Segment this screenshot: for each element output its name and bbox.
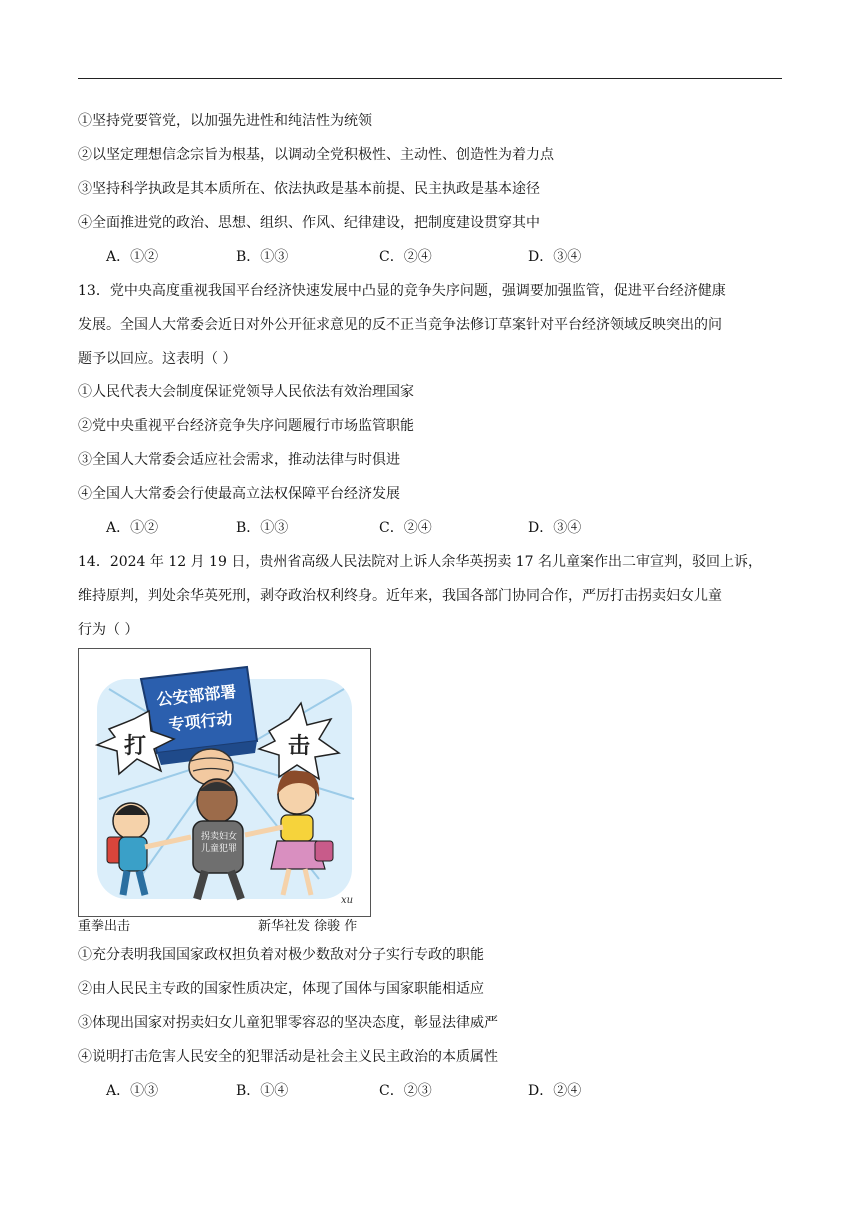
q13-item-2: ②党中央重视平台经济竞争失序问题履行市场监管职能 <box>78 418 414 434</box>
q14-stem-line-3: 行为（ ） <box>78 622 139 638</box>
q13-stem-line-3: 题予以回应。这表明（ ） <box>78 351 237 367</box>
q14-option-c[interactable]: C．②③ <box>379 1083 432 1099</box>
q13-stem-line-1: 13．党中央高度重视我国平台经济快速发展中凸显的竞争失序问题，强调要加强监管，促进平台经济健康 <box>78 283 726 299</box>
q12-option-b[interactable]: B．①③ <box>236 249 289 265</box>
shirt-text-1: 拐卖妇女 <box>200 832 238 842</box>
burst-right-text: 击 <box>287 734 311 759</box>
q12-item-1: ①坚持党要管党，以加强先进性和纯洁性为统领 <box>78 113 372 129</box>
q13-option-c[interactable]: C．②④ <box>379 520 432 536</box>
q13-item-3: ③全国人大常委会适应社会需求，推动法律与时俱进 <box>78 452 400 468</box>
q14-cartoon <box>78 648 371 917</box>
q12-item-2: ②以坚定理想信念宗旨为根基，以调动全党积极性、主动性、创造性为着力点 <box>78 147 554 163</box>
q13-options <box>106 518 746 538</box>
cartoon-caption-title: 重拳出击 <box>78 919 131 934</box>
q12-item-3: ③坚持科学执政是其本质所在、依法执政是基本前提、民主执政是基本途径 <box>78 181 540 197</box>
q12-option-c[interactable]: C．②④ <box>379 249 432 265</box>
banner-text-1: 公安部部署 <box>155 681 238 710</box>
cartoon-illustration <box>79 649 370 916</box>
q13-option-b[interactable]: B．①③ <box>236 520 289 536</box>
q13-item-4: ④全国人大常委会行使最高立法权保障平台经济发展 <box>78 486 400 502</box>
q14-option-a[interactable]: A．①③ <box>106 1083 159 1099</box>
q13-option-d[interactable]: D．③④ <box>528 520 582 536</box>
q12-item-4: ④全面推进党的政治、思想、组织、作风、纪律建设，把制度建设贯穿其中 <box>78 215 540 231</box>
q14-item-3: ③体现出国家对拐卖妇女儿童犯罪零容忍的坚决态度，彰显法律威严 <box>78 1015 498 1031</box>
q14-option-b[interactable]: B．①④ <box>236 1083 289 1099</box>
artist-signature: xu <box>341 895 354 906</box>
cartoon-caption-credit: 新华社发 徐骏 作 <box>258 919 358 934</box>
q12-options <box>106 247 746 267</box>
q12-option-a[interactable]: A．①② <box>106 249 159 265</box>
q13-option-a[interactable]: A．①② <box>106 520 159 536</box>
q14-stem-line-1: 14．2024 年 12 月 19 日，贵州省高级人民法院对上诉人余华英拐卖 17 名儿童案作出二审宣判，驳回上诉， <box>78 554 763 570</box>
q14-option-d[interactable]: D．②④ <box>528 1083 582 1099</box>
q12-option-d[interactable]: D．③④ <box>528 249 582 265</box>
q14-options <box>106 1081 746 1101</box>
q13-stem-line-2: 发展。全国人大常委会近日对外公开征求意见的反不正当竞争法修订草案针对平台经济领域反映突出的问 <box>78 317 722 333</box>
q14-stem-line-2: 维持原判，判处余华英死刑，剥夺政治权利终身。近年来，我国各部门协同合作，严厉打击拐卖妇女儿童 <box>78 588 722 604</box>
q14-item-4: ④说明打击危害人民安全的犯罪活动是社会主义民主政治的本质属性 <box>78 1049 498 1065</box>
q13-item-1: ①人民代表大会制度保证党领导人民依法有效治理国家 <box>78 384 414 400</box>
q14-item-1: ①充分表明我国国家政权担负着对极少数敌对分子实行专政的职能 <box>78 947 484 963</box>
q14-item-2: ②由人民民主专政的国家性质决定，体现了国体与国家职能相适应 <box>78 981 484 997</box>
header-rule <box>78 78 782 79</box>
banner-text-2: 专项行动 <box>167 708 234 735</box>
shirt-text-2: 儿童犯罪 <box>200 844 238 854</box>
burst-left-text: 打 <box>123 734 147 759</box>
